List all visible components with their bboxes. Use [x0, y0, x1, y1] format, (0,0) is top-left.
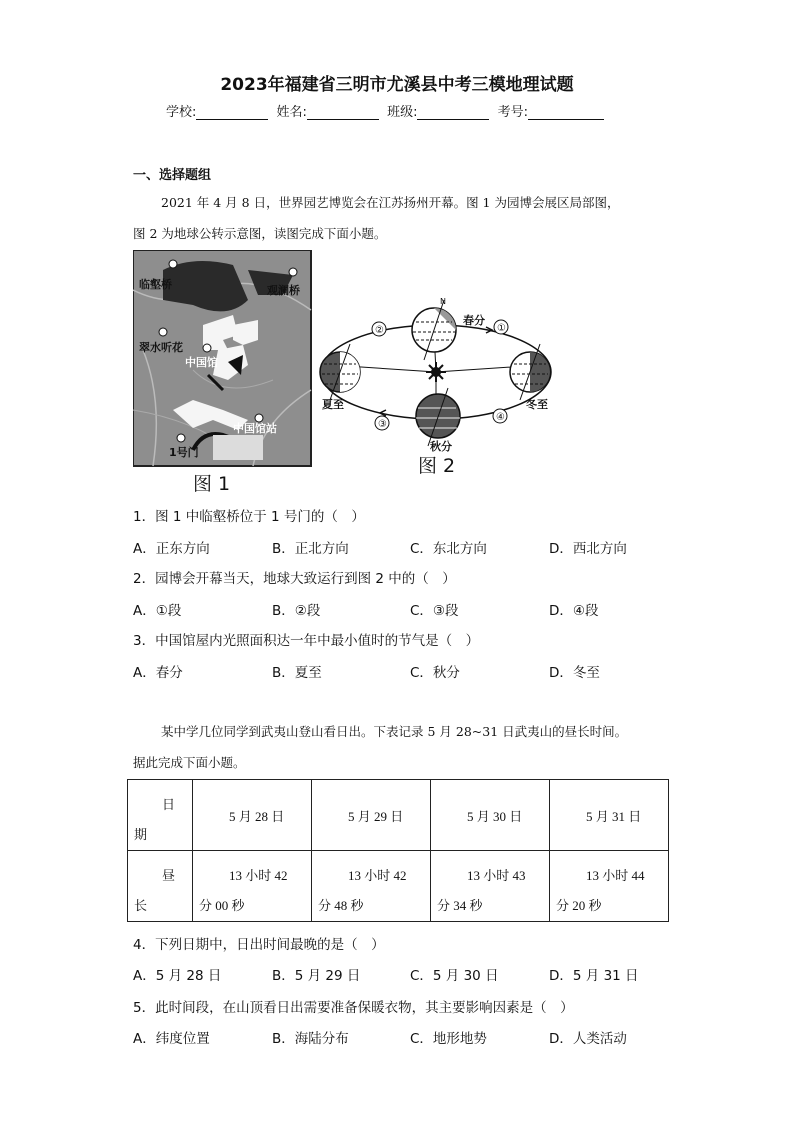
question-2-stem: 2．园博会开幕当天，地球大致运行到图 2 中的（ ）: [133, 571, 456, 587]
table-value-2b: 分 48 秒: [318, 898, 364, 913]
q3-option-d[interactable]: D．冬至: [549, 665, 600, 681]
earth-spring: [412, 300, 456, 360]
table-date-3: 5 月 30 日: [467, 809, 523, 824]
label-gate: 1号门: [169, 446, 199, 459]
q2-option-a[interactable]: A．①段: [133, 603, 182, 619]
table-head-1b: 期: [134, 827, 148, 842]
earth-summer: [320, 344, 360, 400]
table-row-dates: [128, 780, 669, 851]
passage-2: [133, 716, 678, 778]
label-bridge2: 观澜桥: [267, 284, 300, 297]
q5-option-d[interactable]: D．人类活动: [549, 1031, 627, 1047]
table-date-4: 5 月 31 日: [586, 809, 642, 824]
table-value-4b: 分 20 秒: [556, 898, 602, 913]
passage-1-line-1: 2021 年 4 月 8 日，世界园艺博览会在江苏扬州开幕。图 1 为园博会展区局部图，: [161, 195, 620, 210]
figure-2-orbit: [316, 292, 566, 482]
table-value-3b: 分 34 秒: [437, 898, 483, 913]
q1-option-c[interactable]: C．东北方向: [410, 541, 487, 557]
label-station: 中国馆站: [233, 422, 277, 435]
q4-option-c[interactable]: C．5 月 30 日: [410, 968, 499, 984]
daylength-table: [127, 779, 669, 922]
label-spring: 春分: [463, 314, 485, 327]
name-blank[interactable]: [307, 107, 379, 120]
question-1-stem: 1．图 1 中临壑桥位于 1 号门的（ ）: [133, 509, 365, 525]
passage-2-line-2: 据此完成下面小题。: [133, 755, 246, 770]
passage-1: [133, 187, 673, 249]
figure-2-caption: 图 2: [418, 455, 456, 477]
label-winter: 冬至: [526, 398, 548, 411]
q4-option-b[interactable]: B．5 月 29 日: [272, 968, 361, 984]
table-head-2b: 长: [134, 898, 148, 913]
table-row-daylength: [128, 851, 669, 922]
q4-option-a[interactable]: A．5 月 28 日: [133, 968, 222, 984]
figure-1-caption: 图 1: [193, 473, 231, 495]
q1-option-d[interactable]: D．西北方向: [549, 541, 627, 557]
label-summer: 夏至: [322, 398, 344, 411]
student-info-line: [166, 101, 608, 120]
table-head-1a: 日: [162, 797, 176, 812]
label-pavilion: 中国馆: [185, 356, 218, 369]
number-blank[interactable]: [528, 107, 604, 120]
segment-4: ④: [496, 412, 505, 423]
question-4-stem: 4．下列日期中，日出时间最晚的是（ ）: [133, 937, 385, 953]
q2-option-d[interactable]: D．④段: [549, 603, 599, 619]
q5-option-a[interactable]: A．纬度位置: [133, 1031, 210, 1047]
segment-2: ②: [375, 325, 384, 336]
q2-option-c[interactable]: C．③段: [410, 603, 459, 619]
earth-autumn: [416, 388, 460, 446]
earth-winter: [510, 344, 550, 400]
passage-2-line-1: 某中学几位同学到武夷山登山看日出。下表记录 5 月 28~31 日武夷山的昼长时间。: [161, 724, 628, 739]
q4-option-d[interactable]: D．5 月 31 日: [549, 968, 639, 984]
class-blank[interactable]: [417, 107, 489, 120]
q2-option-b[interactable]: B．②段: [272, 603, 321, 619]
question-5-stem: 5．此时间段，在山顶看日出需要准备保暖衣物，其主要影响因素是（ ）: [133, 1000, 574, 1016]
class-label: 班级:: [387, 105, 418, 120]
q3-option-b[interactable]: B．夏至: [272, 665, 322, 681]
table-value-2a: 13 小时 42: [348, 868, 407, 883]
label-bridge1: 临壑桥: [139, 278, 172, 291]
page-title: 2023年福建省三明市尤溪县中考三模地理试题: [220, 75, 574, 95]
q1-option-a[interactable]: A．正东方向: [133, 541, 210, 557]
table-value-1b: 分 00 秒: [199, 898, 245, 913]
number-label: 考号:: [497, 105, 528, 120]
table-head-2a: 昼: [162, 868, 176, 883]
table-date-2: 5 月 29 日: [348, 809, 404, 824]
section-heading: 一、选择题组: [133, 168, 212, 183]
q3-option-c[interactable]: C．秋分: [410, 665, 460, 681]
name-label: 姓名:: [276, 105, 307, 120]
q5-option-b[interactable]: B．海陆分布: [272, 1031, 349, 1047]
table-date-1: 5 月 28 日: [229, 809, 285, 824]
segment-3: ③: [378, 419, 387, 430]
sun-icon: [426, 362, 446, 382]
table-value-1a: 13 小时 42: [229, 868, 288, 883]
question-3-stem: 3．中国馆屋内光照面积达一年中最小值时的节气是（ ）: [133, 633, 480, 649]
passage-1-line-2: 图 2 为地球公转示意图，读图完成下面小题。: [133, 226, 387, 241]
school-label: 学校:: [166, 105, 197, 120]
label-autumn: 秋分: [430, 440, 452, 453]
north-label: N: [440, 297, 446, 306]
q1-option-b[interactable]: B．正北方向: [272, 541, 349, 557]
segment-1: ①: [497, 323, 506, 334]
school-blank[interactable]: [196, 107, 268, 120]
q5-option-c[interactable]: C．地形地势: [410, 1031, 487, 1047]
table-value-3a: 13 小时 43: [467, 868, 526, 883]
table-value-4a: 13 小时 44: [586, 868, 645, 883]
q3-option-a[interactable]: A．春分: [133, 665, 183, 681]
figure-1-map: [133, 250, 313, 498]
label-flower: 翠水听花: [139, 341, 183, 354]
